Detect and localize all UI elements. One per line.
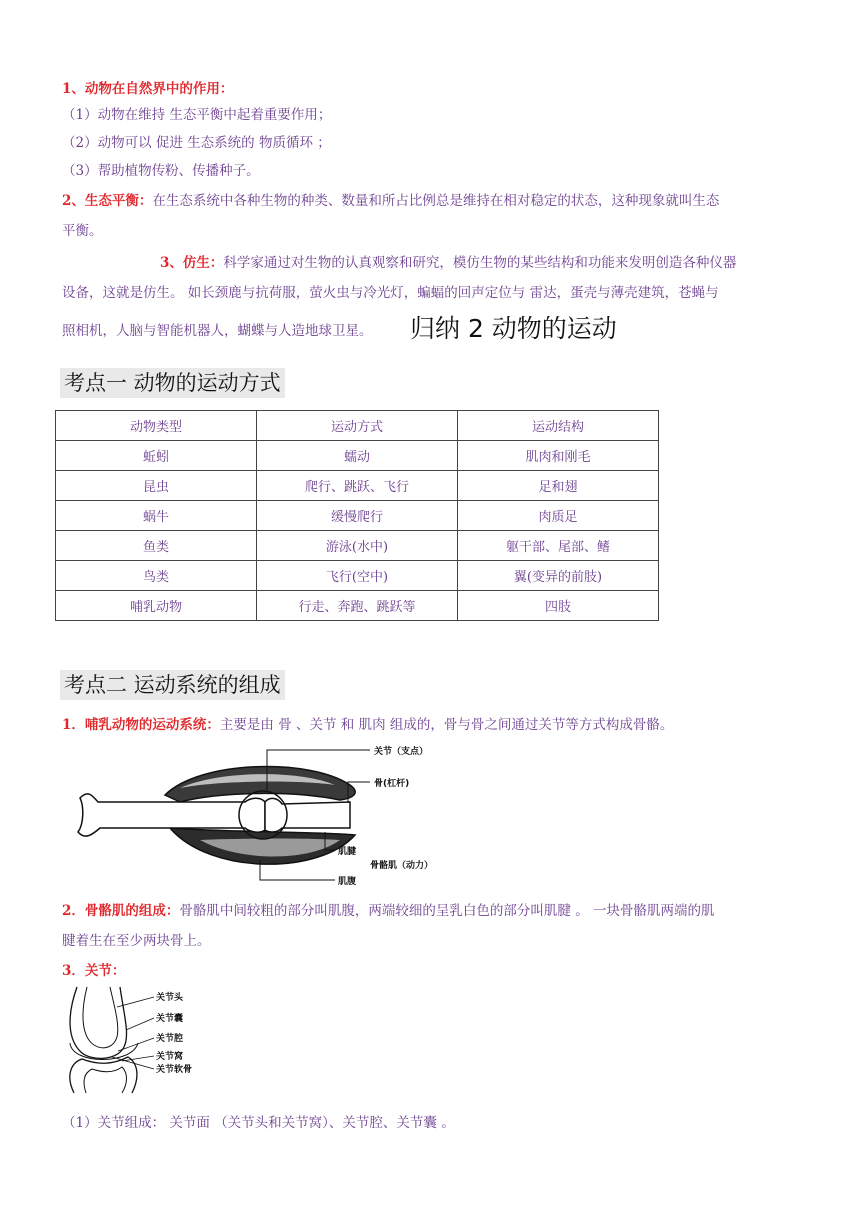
table-cell: 肌肉和刚毛	[458, 441, 659, 471]
figure-label: 关节软骨	[156, 1065, 193, 1075]
section1-item3: （3）帮助植物传粉、传播种子。	[62, 163, 260, 179]
table-cell: 鸟类	[56, 561, 257, 591]
figure-label: 关节头	[156, 993, 184, 1003]
figure-label: 骨(杠杆)	[374, 779, 410, 789]
table-header-cell: 运动方式	[257, 411, 458, 441]
table-cell: 四肢	[458, 591, 659, 621]
table-header-cell: 运动结构	[458, 411, 659, 441]
table-row	[56, 501, 659, 531]
figure-label: 骨骼肌（动力）	[370, 861, 434, 871]
section3-text-line2: 设备，这就是仿生。 如长颈鹿与抗荷服，萤火虫与冷光灯，蝙蝠的回声定位与 雷达，蛋壳与薄壳建筑，苍蝇与	[62, 285, 719, 301]
figure-label: 关节腔	[156, 1034, 184, 1044]
figure-label: 关节囊	[156, 1014, 184, 1024]
table-row	[56, 561, 659, 591]
section3-label: 3、仿生：	[160, 255, 224, 271]
section2-label: 2、生态平衡：	[62, 193, 153, 209]
table-row	[56, 471, 659, 501]
p3-label: 3．关节：	[62, 963, 126, 979]
table-cell: 肉质足	[458, 501, 659, 531]
section2-line1	[62, 192, 719, 210]
table-cell: 蠕动	[257, 441, 458, 471]
chapter-title: 归纳 2 动物的运动	[410, 314, 617, 343]
kaodian2-p2	[62, 902, 715, 920]
table-header-row	[56, 411, 659, 441]
p4-text: （1）关节组成： 关节面 （关节头和关节窝）、关节腔、关节囊 。	[62, 1115, 455, 1131]
section1-item1: （1）动物在维持 生态平衡中起着重要作用；	[62, 107, 332, 123]
table-cell: 昆虫	[56, 471, 257, 501]
p2-label: 2．骨骼肌的组成：	[62, 903, 180, 919]
table-cell: 蜗牛	[56, 501, 257, 531]
table-cell: 翼(变异的前肢)	[458, 561, 659, 591]
table-row	[56, 591, 659, 621]
motion-table	[55, 410, 659, 621]
table-row	[56, 531, 659, 561]
section2-text-line1: 在生态系统中各种生物的种类、数量和所占比例总是维持在相对稳定的状态，这种现象就叫生态	[152, 193, 720, 209]
table-cell: 游泳(水中)	[257, 531, 458, 561]
kaodian1-heading: 考点一 动物的运动方式	[60, 368, 285, 398]
section1-item2: （2）动物可以 促进 生态系统的 物质循环 ；	[62, 135, 331, 151]
figure-label: 肌腹	[338, 877, 357, 887]
figure-label: 关节（支点）	[374, 747, 429, 757]
table-header-cell: 动物类型	[56, 411, 257, 441]
kaodian2-heading: 考点二 运动系统的组成	[60, 670, 285, 700]
skeletal-muscle-diagram	[70, 740, 470, 890]
section3-text-line3: 照相机，人脑与智能机器人，蝴蝶与人造地球卫星。	[62, 323, 373, 339]
figure-label: 肌腱	[338, 847, 357, 857]
table-cell: 爬行、跳跃、飞行	[257, 471, 458, 501]
table-cell: 足和翅	[458, 471, 659, 501]
table-cell: 躯干部、尾部、鳍	[458, 531, 659, 561]
table-cell: 鱼类	[56, 531, 257, 561]
joint-diagram	[62, 985, 212, 1095]
p1-text: 主要是由 骨 、关节 和 肌肉 组成的，骨与骨之间通过关节等方式构成骨骼。	[219, 717, 674, 733]
section3-text-line1: 科学家通过对生物的认真观察和研究，模仿生物的某些结构和功能来发明创造各种仪器	[223, 255, 737, 271]
p1-label: 1．哺乳动物的运动系统：	[62, 717, 220, 733]
p2-text-line2: 腱着生在至少两块骨上。	[62, 933, 211, 949]
section3-line1	[160, 254, 736, 272]
upper-bone-outline	[70, 987, 127, 1058]
table-cell: 缓慢爬行	[257, 501, 458, 531]
figure-label: 关节窝	[156, 1052, 184, 1062]
table-cell: 蚯蚓	[56, 441, 257, 471]
section2-text-line2: 平衡。	[62, 223, 103, 239]
table-cell: 哺乳动物	[56, 591, 257, 621]
table-cell: 飞行(空中)	[257, 561, 458, 591]
table-row	[56, 441, 659, 471]
kaodian2-p1	[62, 716, 673, 734]
right-bone	[265, 798, 350, 832]
p2-text-line1: 骨骼肌中间较粗的部分叫肌腹，两端较细的呈乳白色的部分叫肌腱 。 一块骨骼肌两端的肌	[179, 903, 715, 919]
section1-title: 1、动物在自然界中的作用：	[62, 81, 234, 97]
table-cell: 行走、奔跑、跳跃等	[257, 591, 458, 621]
lower-bone-outline	[70, 1057, 137, 1093]
